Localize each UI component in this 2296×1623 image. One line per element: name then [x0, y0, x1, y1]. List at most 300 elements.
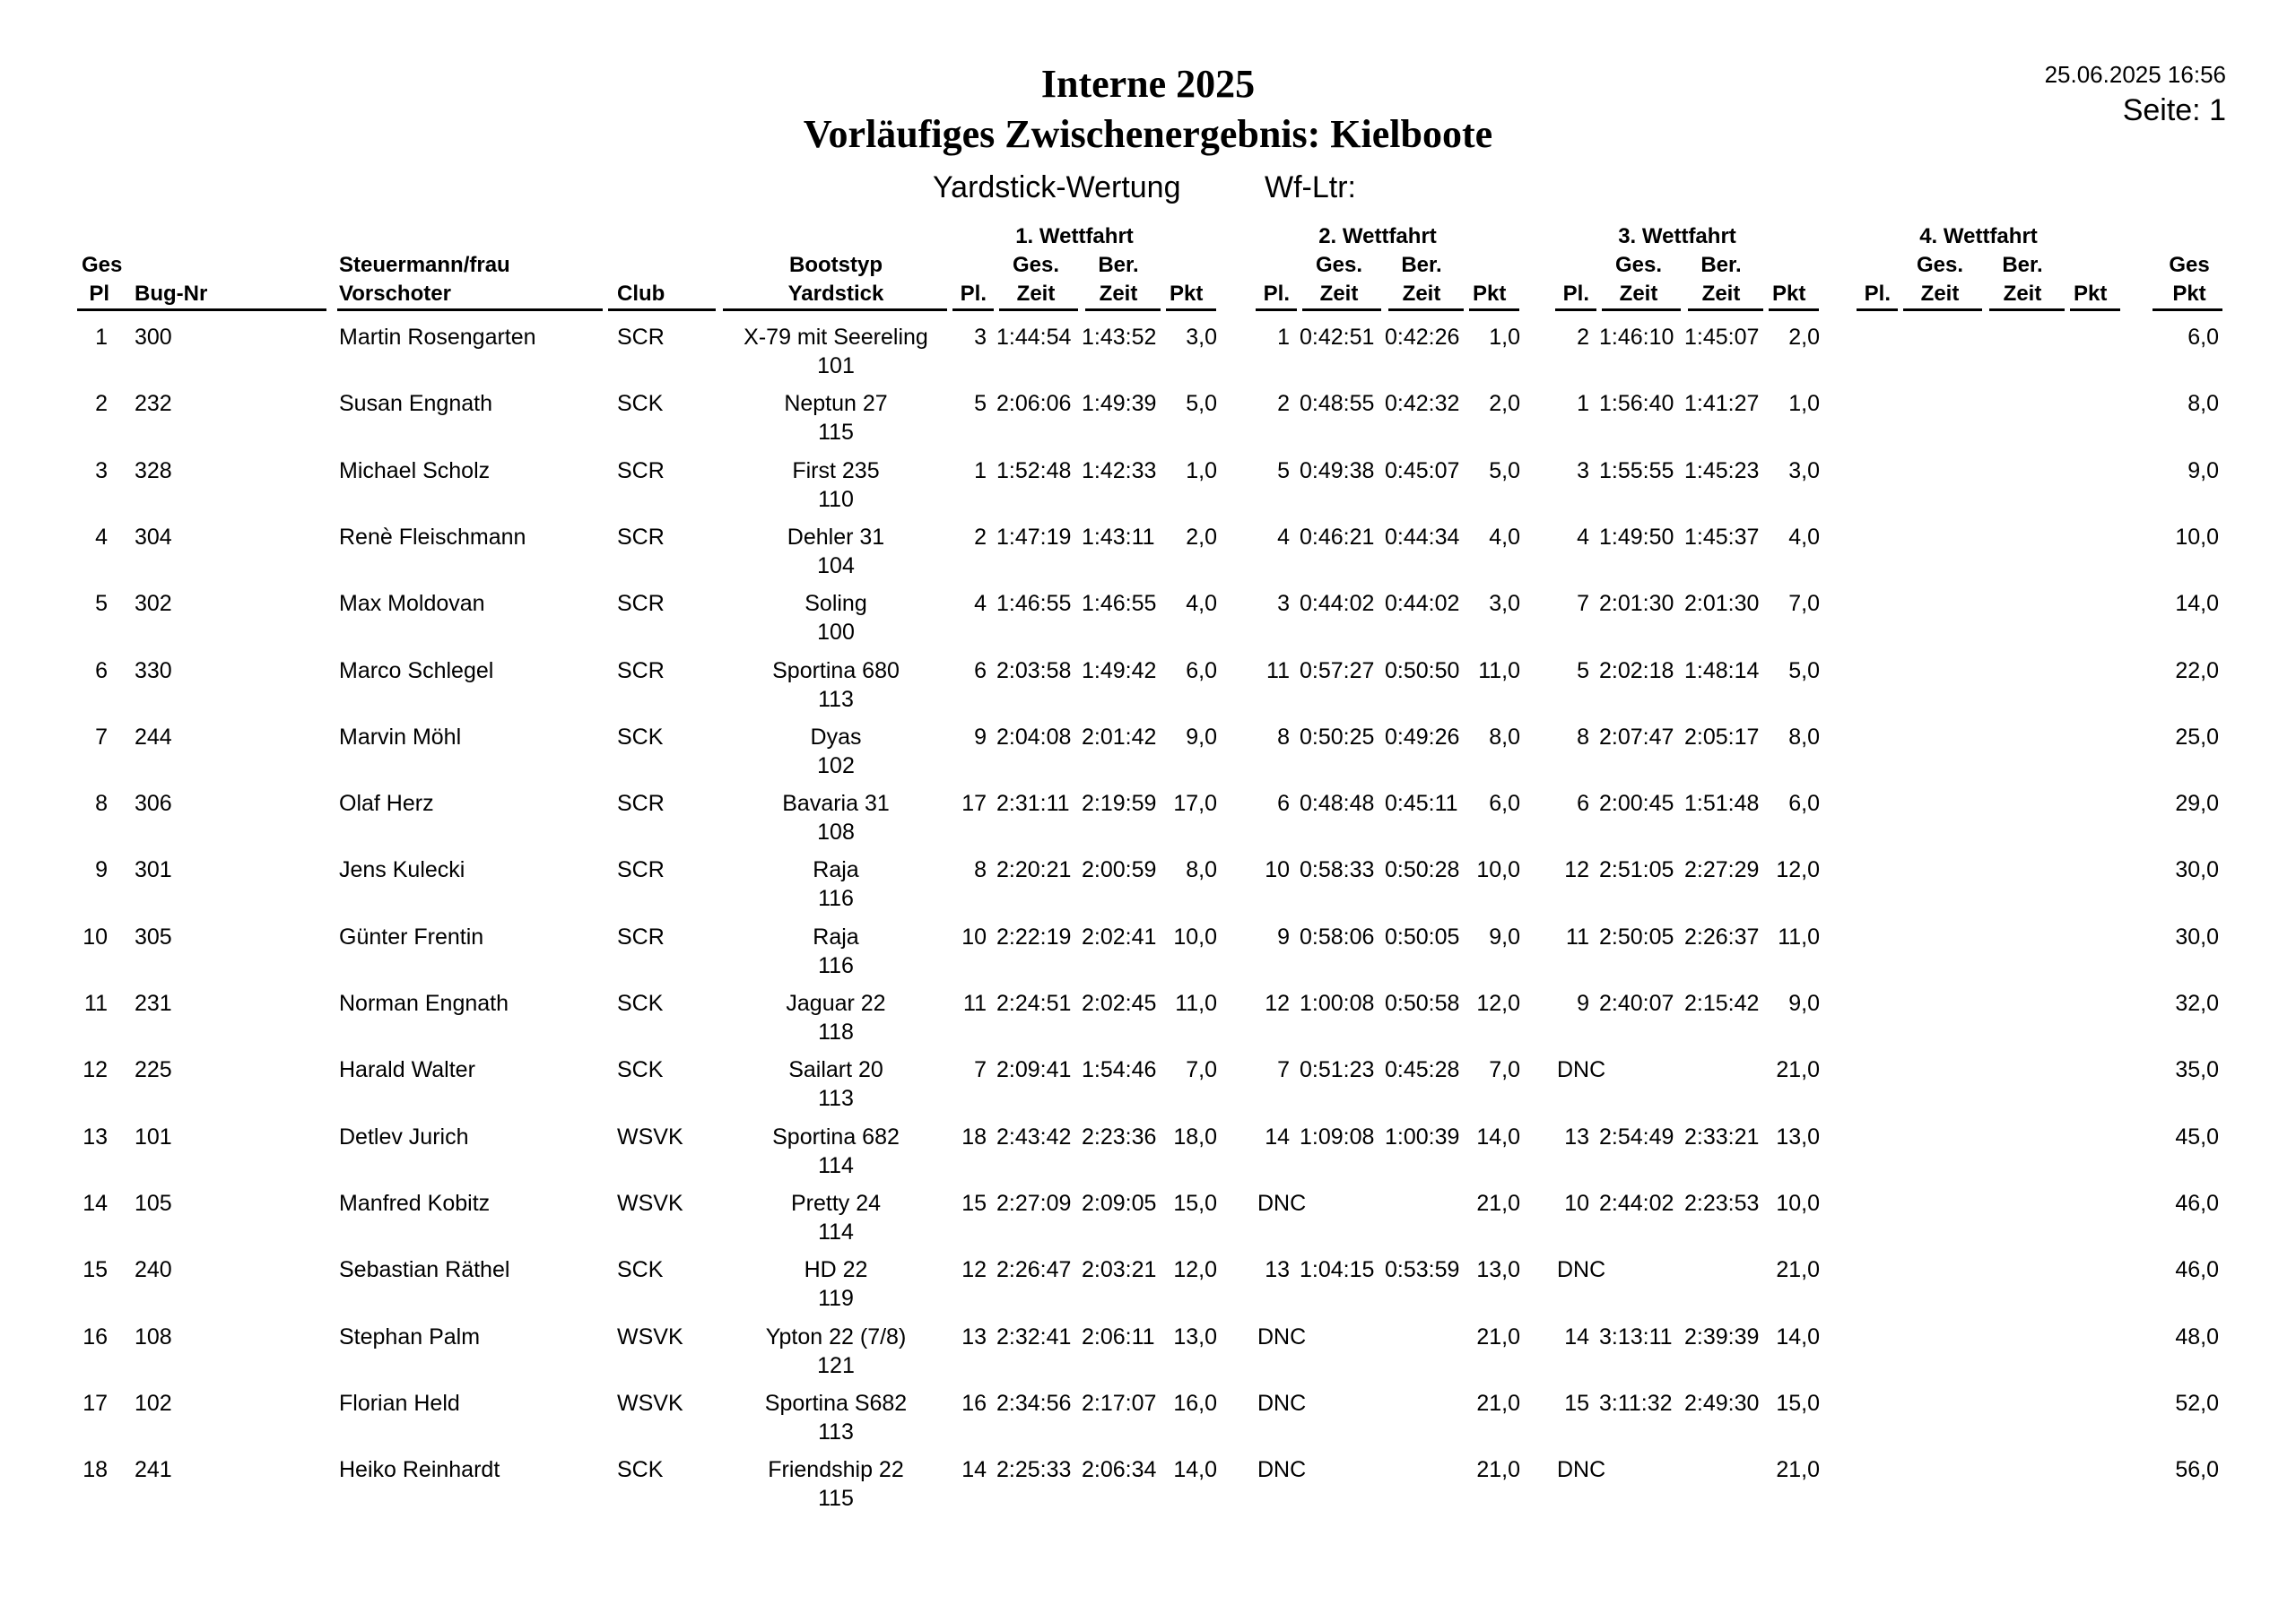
cell-name: Renè Fleischmann	[339, 524, 526, 550]
cell-bug-nr: 306	[135, 791, 172, 817]
cell-club: SCK	[617, 1257, 664, 1283]
cell-yardstick: 118	[818, 1020, 854, 1045]
cell-race-elapsed: 2:54:49	[1599, 1124, 1674, 1150]
cell-place: 15	[83, 1257, 108, 1283]
cell-race-place: 6	[974, 657, 987, 683]
cell-race-points: 21,0	[1776, 1257, 1820, 1283]
cell-race-points: 17,0	[1173, 791, 1217, 817]
cell-bug-nr: 244	[135, 724, 172, 750]
cell-club: WSVK	[617, 1190, 683, 1216]
cell-race-points: 14,0	[1173, 1457, 1217, 1483]
cell-race-elapsed: 2:43:42	[996, 1124, 1072, 1150]
cell-race-elapsed: 0:58:33	[1300, 857, 1375, 883]
header-race-ges-zeit: Zeit	[1619, 282, 1658, 306]
cell-race-place: 5	[1277, 457, 1290, 483]
cell-boat-type: First 235	[792, 457, 880, 483]
cell-yardstick: 113	[818, 686, 854, 712]
cell-race-place: 8	[1577, 724, 1589, 750]
cell-boat-type: HD 22	[804, 1257, 868, 1283]
cell-race-points: 1,0	[1788, 391, 1820, 417]
header-underline	[1989, 308, 2065, 311]
header-underline	[608, 308, 716, 311]
cell-race-corrected: 2:49:30	[1684, 1390, 1760, 1416]
cell-bug-nr: 240	[135, 1257, 172, 1283]
cell-race-points: 12,0	[1173, 1257, 1217, 1283]
cell-race-corrected: 2:27:29	[1684, 857, 1760, 883]
cell-race-corrected: 0:49:26	[1385, 724, 1460, 750]
header-race-ges: Ges.	[1315, 253, 1363, 277]
cell-race-points: 6,0	[1788, 791, 1820, 817]
cell-race-points: 4,0	[1186, 591, 1217, 617]
cell-yardstick: 115	[818, 1486, 854, 1512]
cell-bug-nr: 225	[135, 1057, 172, 1083]
cell-club: SCR	[617, 325, 665, 350]
cell-race-points: 4,0	[1489, 524, 1520, 550]
cell-race-place: 15	[1564, 1390, 1589, 1416]
cell-bug-nr: 328	[135, 457, 172, 483]
cell-race-points: 13,0	[1476, 1257, 1520, 1283]
cell-race-elapsed: 2:24:51	[996, 991, 1072, 1016]
cell-race-elapsed: 2:22:19	[996, 924, 1072, 950]
cell-race-corrected: 1:43:11	[1082, 524, 1155, 550]
cell-boat-type: Dehler 31	[787, 524, 885, 550]
cell-race-place: 1	[1577, 391, 1589, 417]
cell-yardstick: 116	[818, 952, 854, 978]
cell-race-place: 4	[1577, 524, 1589, 550]
cell-race-elapsed: 1:47:19	[996, 524, 1072, 550]
header-vorschoter: Vorschoter	[339, 282, 451, 306]
header-underline	[77, 308, 326, 311]
cell-race-elapsed: 3:13:11	[1599, 1324, 1673, 1350]
cell-yardstick: 116	[818, 886, 854, 912]
header-yardstick: Yardstick	[787, 282, 884, 306]
cell-race-elapsed: 0:57:27	[1300, 657, 1375, 683]
cell-race-corrected: 1:42:33	[1082, 457, 1157, 483]
cell-race-place: 6	[1277, 791, 1290, 817]
cell-bug-nr: 108	[135, 1324, 172, 1350]
header-underline	[1302, 308, 1381, 311]
header-ges: Ges	[82, 253, 123, 277]
cell-race-points: 21,0	[1776, 1057, 1820, 1083]
cell-race-elapsed: 0:49:38	[1300, 457, 1375, 483]
cell-total-points: 29,0	[2175, 791, 2219, 817]
cell-race-points: 10,0	[1776, 1190, 1820, 1216]
cell-race-place: 3	[1277, 591, 1290, 617]
header-race-pkt: Pkt	[1170, 282, 1204, 306]
cell-race-points: 12,0	[1776, 857, 1820, 883]
cell-race-corrected: 2:02:41	[1082, 924, 1157, 950]
cell-race-place: 12	[1265, 991, 1290, 1016]
document-subtitle: Vorläufiges Zwischenergebnis: Kielboote	[803, 112, 1493, 156]
cell-name: Susan Engnath	[339, 391, 492, 417]
cell-race-points: 8,0	[1186, 857, 1217, 883]
race-officer-label: Wf-Ltr:	[1265, 170, 1356, 204]
cell-race-place: 10	[1265, 857, 1290, 883]
cell-race-corrected: 1:49:39	[1082, 391, 1157, 417]
header-underline	[1085, 308, 1161, 311]
cell-race-points: 6,0	[1489, 791, 1520, 817]
cell-race-place: 11	[1566, 924, 1589, 950]
cell-boat-type: Ypton 22 (7/8)	[765, 1324, 907, 1350]
cell-race-elapsed: 2:06:06	[996, 391, 1072, 417]
cell-race-place: 7	[1577, 591, 1589, 617]
cell-race-place: 15	[961, 1190, 987, 1216]
cell-bug-nr: 302	[135, 591, 172, 617]
cell-race-corrected: 1:49:42	[1082, 657, 1157, 683]
header-race-ber: Ber.	[1098, 253, 1139, 277]
cell-race-place: 7	[1277, 1057, 1290, 1083]
cell-race-elapsed: 1:55:55	[1599, 457, 1674, 483]
cell-boat-type: Friendship 22	[768, 1457, 904, 1483]
cell-total-points: 22,0	[2175, 657, 2219, 683]
cell-name: Marvin Möhl	[339, 724, 462, 750]
cell-race-place: 1	[1277, 325, 1290, 350]
cell-race-place: 14	[961, 1457, 987, 1483]
cell-race-place: 9	[1277, 924, 1290, 950]
header-underline	[999, 308, 1078, 311]
header-underline	[1166, 308, 1216, 311]
cell-club: SCR	[617, 457, 665, 483]
cell-club: SCR	[617, 657, 665, 683]
cell-race-place: 3	[1577, 457, 1589, 483]
cell-race-place: 5	[974, 391, 987, 417]
cell-race-elapsed: 0:51:23	[1300, 1057, 1375, 1083]
header-steuermann: Steuermann/frau	[339, 253, 510, 277]
cell-race-corrected: 1:41:27	[1684, 391, 1760, 417]
header-club: Club	[617, 282, 665, 306]
cell-total-points: 10,0	[2175, 524, 2219, 550]
cell-race-points: 10,0	[1173, 924, 1217, 950]
page-number: Seite: 1	[2122, 93, 2226, 127]
header-race-pl: Pl.	[1864, 282, 1891, 306]
cell-race-points: 1,0	[1186, 457, 1217, 483]
cell-yardstick: 102	[817, 752, 855, 778]
cell-race-place: 11	[1266, 657, 1290, 683]
cell-race-corrected: 2:00:59	[1082, 857, 1157, 883]
cell-race-elapsed: 2:32:41	[996, 1324, 1072, 1350]
cell-race-corrected: 1:45:37	[1684, 524, 1760, 550]
cell-boat-type: Sportina S682	[764, 1390, 908, 1416]
cell-total-points: 48,0	[2175, 1324, 2219, 1350]
cell-race-corrected: 0:45:28	[1385, 1057, 1460, 1083]
cell-boat-type: Bavaria 31	[782, 791, 890, 817]
cell-club: SCK	[617, 991, 664, 1016]
cell-race-corrected: 0:50:05	[1385, 924, 1460, 950]
cell-yardstick: 119	[818, 1286, 854, 1312]
cell-name: Sebastian Räthel	[339, 1257, 510, 1283]
cell-race-elapsed: 2:50:05	[1599, 924, 1674, 950]
cell-race-corrected: 0:45:07	[1385, 457, 1460, 483]
cell-total-points: 30,0	[2175, 924, 2219, 950]
header-race-ber: Ber.	[2002, 253, 2043, 277]
cell-race-points: 6,0	[1186, 657, 1217, 683]
cell-race-points: 1,0	[1489, 325, 1520, 350]
cell-race-points: 18,0	[1173, 1124, 1217, 1150]
header-underline	[2070, 308, 2120, 311]
cell-place: 3	[95, 457, 108, 483]
cell-place: 17	[83, 1390, 108, 1416]
header-race-ber: Ber.	[1700, 253, 1742, 277]
cell-race-elapsed: 2:02:18	[1599, 657, 1674, 683]
cell-yardstick: 104	[817, 552, 855, 578]
header-pl: Pl	[89, 282, 109, 306]
cell-race-corrected: 0:44:02	[1385, 591, 1460, 617]
cell-race-corrected: 2:02:45	[1082, 991, 1157, 1016]
cell-race-points: 2,0	[1186, 524, 1217, 550]
cell-race-place: 2	[1577, 325, 1589, 350]
cell-race-points: 7,0	[1788, 591, 1820, 617]
cell-race-corrected: 2:39:39	[1684, 1324, 1760, 1350]
cell-race-elapsed: 2:27:09	[996, 1190, 1072, 1216]
header-bug-nr: Bug-Nr	[135, 282, 208, 306]
cell-race-elapsed: 0:44:02	[1300, 591, 1375, 617]
cell-bug-nr: 241	[135, 1457, 172, 1483]
cell-race-place: 2	[1277, 391, 1290, 417]
cell-race-corrected: 2:06:11	[1082, 1324, 1155, 1350]
cell-total-points: 52,0	[2175, 1390, 2219, 1416]
cell-race-place: 12	[1564, 857, 1589, 883]
cell-place: 10	[83, 924, 108, 950]
cell-race-points: 14,0	[1776, 1324, 1820, 1350]
cell-race-place: 11	[963, 991, 987, 1016]
header-race-title: 3. Wettfahrt	[1618, 224, 1736, 248]
header-race-title: 1. Wettfahrt	[1015, 224, 1134, 248]
header-underline	[723, 308, 947, 311]
cell-race-place: DNC	[1257, 1390, 1307, 1416]
cell-bug-nr: 232	[135, 391, 172, 417]
cell-total-points: 25,0	[2175, 724, 2219, 750]
cell-race-corrected: 2:09:05	[1082, 1190, 1157, 1216]
cell-race-place: 16	[961, 1390, 987, 1416]
cell-race-elapsed: 1:56:40	[1599, 391, 1674, 417]
cell-race-points: 21,0	[1776, 1457, 1820, 1483]
cell-race-corrected: 0:50:50	[1385, 657, 1460, 683]
cell-name: Florian Held	[339, 1390, 460, 1416]
cell-yardstick: 121	[817, 1352, 855, 1378]
cell-total-points: 45,0	[2175, 1124, 2219, 1150]
cell-race-corrected: 2:23:53	[1684, 1190, 1760, 1216]
cell-race-elapsed: 1:49:50	[1599, 524, 1674, 550]
header-race-ges: Ges.	[1916, 253, 1964, 277]
cell-boat-type: Pretty 24	[790, 1190, 882, 1216]
cell-bug-nr: 305	[135, 924, 172, 950]
header-underline	[1857, 308, 1898, 311]
cell-boat-type: Raja	[813, 857, 859, 883]
cell-club: WSVK	[617, 1324, 683, 1350]
cell-race-elapsed: 1:09:08	[1300, 1124, 1375, 1150]
header-underline	[1602, 308, 1681, 311]
cell-race-corrected: 2:03:21	[1082, 1257, 1157, 1283]
cell-race-elapsed: 0:50:25	[1300, 724, 1375, 750]
cell-race-points: 11,0	[1778, 924, 1820, 950]
cell-race-corrected: 2:17:07	[1082, 1390, 1157, 1416]
cell-yardstick: 113	[818, 1086, 854, 1112]
cell-race-points: 21,0	[1476, 1324, 1520, 1350]
cell-name: Marco Schlegel	[339, 657, 494, 683]
cell-race-place: 7	[974, 1057, 987, 1083]
cell-total-points: 46,0	[2175, 1257, 2219, 1283]
cell-race-place: 10	[1564, 1190, 1589, 1216]
cell-race-elapsed: 2:01:30	[1599, 591, 1674, 617]
cell-race-elapsed: 1:46:10	[1599, 325, 1674, 350]
header-race-ges-zeit: Zeit	[1920, 282, 1960, 306]
header-underline	[1903, 308, 1982, 311]
header-underline	[1388, 308, 1464, 311]
cell-race-elapsed: 0:42:51	[1300, 325, 1375, 350]
cell-race-corrected: 1:45:23	[1684, 457, 1760, 483]
cell-race-place: 5	[1577, 657, 1589, 683]
cell-race-corrected: 2:23:36	[1082, 1124, 1157, 1150]
cell-place: 14	[83, 1190, 108, 1216]
cell-race-elapsed: 2:04:08	[996, 724, 1072, 750]
cell-bug-nr: 300	[135, 325, 172, 350]
header-race-pl: Pl.	[1263, 282, 1290, 306]
cell-yardstick: 108	[817, 820, 855, 846]
cell-race-elapsed: 0:48:55	[1300, 391, 1375, 417]
cell-name: Jens Kulecki	[339, 857, 465, 883]
cell-race-points: 3,0	[1186, 325, 1217, 350]
cell-race-points: 2,0	[1489, 391, 1520, 417]
cell-name: Heiko Reinhardt	[339, 1457, 500, 1483]
cell-race-elapsed: 1:44:54	[996, 325, 1072, 350]
cell-total-points: 32,0	[2175, 991, 2219, 1016]
cell-race-elapsed: 2:09:41	[996, 1057, 1072, 1083]
header-race-ges: Ges.	[1614, 253, 1663, 277]
header-race-ges-zeit: Zeit	[1016, 282, 1056, 306]
cell-bug-nr: 231	[135, 991, 172, 1016]
cell-race-points: 10,0	[1476, 857, 1520, 883]
cell-name: Norman Engnath	[339, 991, 509, 1016]
cell-race-elapsed: 1:46:55	[996, 591, 1072, 617]
header-race-ber-zeit: Zeit	[1099, 282, 1138, 306]
cell-race-corrected: 2:01:42	[1082, 724, 1157, 750]
cell-race-corrected: 0:42:26	[1385, 325, 1460, 350]
cell-yardstick: 110	[818, 486, 854, 512]
cell-boat-type: Raja	[813, 924, 859, 950]
cell-race-points: 9,0	[1186, 724, 1217, 750]
cell-race-points: 8,0	[1489, 724, 1520, 750]
header-race-ber-zeit: Zeit	[2003, 282, 2042, 306]
cell-total-points: 46,0	[2175, 1190, 2219, 1216]
header-race-ber-zeit: Zeit	[1402, 282, 1441, 306]
cell-total-points: 8,0	[2187, 391, 2219, 417]
cell-place: 4	[95, 524, 108, 550]
cell-race-points: 3,0	[1788, 457, 1820, 483]
cell-place: 12	[83, 1057, 108, 1083]
cell-race-corrected: 0:53:59	[1385, 1257, 1460, 1283]
cell-race-corrected: 1:45:07	[1684, 325, 1760, 350]
cell-place: 5	[95, 591, 108, 617]
cell-name: Martin Rosengarten	[339, 325, 536, 350]
cell-race-corrected: 2:05:17	[1684, 724, 1760, 750]
cell-race-points: 5,0	[1186, 391, 1217, 417]
cell-place: 7	[95, 724, 108, 750]
cell-name: Detlev Jurich	[339, 1124, 469, 1150]
cell-race-elapsed: 1:00:08	[1300, 991, 1375, 1016]
header-race-title: 4. Wettfahrt	[1919, 224, 2038, 248]
cell-race-elapsed: 2:25:33	[996, 1457, 1072, 1483]
header-underline	[952, 308, 994, 311]
cell-race-place: DNC	[1557, 1057, 1606, 1083]
cell-race-place: 18	[961, 1124, 987, 1150]
cell-race-points: 12,0	[1476, 991, 1520, 1016]
cell-bug-nr: 304	[135, 524, 172, 550]
cell-race-corrected: 0:44:34	[1385, 524, 1460, 550]
cell-yardstick: 101	[817, 353, 855, 378]
cell-club: SCR	[617, 791, 665, 817]
cell-race-place: 13	[1265, 1257, 1290, 1283]
cell-race-points: 21,0	[1476, 1390, 1520, 1416]
cell-club: SCR	[617, 857, 665, 883]
cell-place: 18	[83, 1457, 108, 1483]
cell-place: 2	[95, 391, 108, 417]
cell-race-place: 17	[961, 791, 987, 817]
cell-total-points: 14,0	[2175, 591, 2219, 617]
cell-name: Harald Walter	[339, 1057, 475, 1083]
cell-place: 8	[95, 791, 108, 817]
cell-race-corrected: 0:45:11	[1385, 791, 1458, 817]
cell-race-points: 21,0	[1476, 1457, 1520, 1483]
cell-club: SCR	[617, 591, 665, 617]
header-race-pl: Pl.	[1562, 282, 1589, 306]
cell-race-points: 3,0	[1489, 591, 1520, 617]
cell-total-points: 9,0	[2187, 457, 2219, 483]
cell-race-place: 3	[974, 325, 987, 350]
cell-race-place: 2	[974, 524, 987, 550]
cell-race-points: 9,0	[1489, 924, 1520, 950]
cell-name: Olaf Herz	[339, 791, 434, 817]
cell-race-points: 13,0	[1173, 1324, 1217, 1350]
cell-race-place: DNC	[1257, 1324, 1307, 1350]
header-underline	[337, 308, 603, 311]
cell-race-corrected: 1:51:48	[1684, 791, 1760, 817]
cell-place: 16	[83, 1324, 108, 1350]
cell-name: Max Moldovan	[339, 591, 485, 617]
cell-race-corrected: 0:50:28	[1385, 857, 1460, 883]
cell-place: 6	[95, 657, 108, 683]
header-underline	[1469, 308, 1519, 311]
cell-race-points: 15,0	[1173, 1190, 1217, 1216]
cell-race-points: 9,0	[1788, 991, 1820, 1016]
cell-race-place: 10	[961, 924, 987, 950]
cell-club: SCK	[617, 724, 664, 750]
cell-race-elapsed: 0:48:48	[1300, 791, 1375, 817]
cell-race-elapsed: 2:00:45	[1599, 791, 1674, 817]
header-underline	[1256, 308, 1297, 311]
cell-race-elapsed: 2:51:05	[1599, 857, 1674, 883]
cell-race-place: 9	[1577, 991, 1589, 1016]
cell-boat-type: Sportina 682	[772, 1124, 900, 1150]
cell-race-points: 7,0	[1186, 1057, 1217, 1083]
cell-boat-type: Sailart 20	[788, 1057, 883, 1083]
cell-total-points: 6,0	[2187, 325, 2219, 350]
cell-place: 11	[84, 991, 108, 1016]
cell-total-points: 30,0	[2175, 857, 2219, 883]
cell-race-elapsed: 1:52:48	[996, 457, 1072, 483]
cell-race-place: DNC	[1557, 1457, 1606, 1483]
cell-club: SCR	[617, 924, 665, 950]
cell-club: SCK	[617, 391, 664, 417]
cell-bug-nr: 330	[135, 657, 172, 683]
cell-bug-nr: 105	[135, 1190, 172, 1216]
header-underline	[2152, 308, 2222, 311]
cell-race-points: 13,0	[1776, 1124, 1820, 1150]
cell-race-elapsed: 0:46:21	[1300, 524, 1375, 550]
cell-race-elapsed: 2:20:21	[996, 857, 1072, 883]
cell-race-corrected: 2:01:30	[1684, 591, 1760, 617]
cell-race-points: 5,0	[1788, 657, 1820, 683]
cell-race-elapsed: 1:04:15	[1300, 1257, 1375, 1283]
